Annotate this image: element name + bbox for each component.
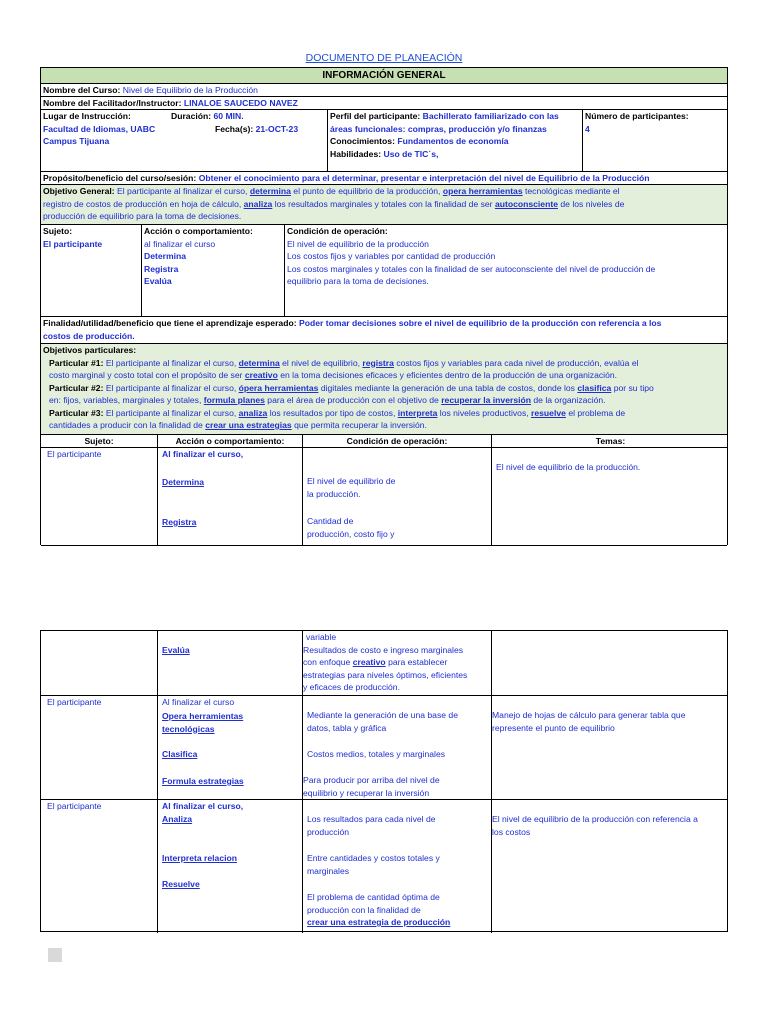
details-row <box>41 110 727 172</box>
continuation-table <box>40 630 728 932</box>
purpose-row: Propósito/beneficio del curso/sesión: Obtener el conocimiento para el determinar, presentar e interpretación del nivel de Equilibrio de la Producción <box>41 172 727 185</box>
document-title: DOCUMENTO DE PLANEACIÓN <box>305 52 463 64</box>
page-marker-square <box>48 948 62 962</box>
profile-cell: Perfil del participante: Bachillerato familiarizado con las áreas funcionales: compras, producción y/o finanzas Conocimientos: Fundamentos de economía Habilidades: Uso de TIC´s, <box>327 110 582 171</box>
finality-row: Finalidad/utilidad/beneficio que tiene el aprendizaje esperado: Poder tomar decisiones sobre el nivel de equilibrio de la producción con referencia a los costos de producción. <box>41 317 727 344</box>
participants-cell: Número de participantes: 4 <box>582 110 729 171</box>
course-row: Nombre del Curso: Nivel de Equilibrio de la Producción <box>41 84 727 97</box>
general-objective-row: Objetivo General: El participante al finalizar el curso, determina el punto de equilibrio de la producción, opera herramientas tecnológicas mediante el registro de costos de producción en hoja de cálculo, analiza los resultados marginales y totales con la finalidad de ser autoconsciente de los niveles de producción de equilibrio para la toma de decisiones. <box>41 185 727 225</box>
facilitator-row: Nombre del Facilitador/Instructor: LINALOE SAUCEDO NAVEZ <box>41 97 727 110</box>
place-cell: Lugar de Instrucción: Facultad de Idiomas, UABC Campus Tijuana <box>43 111 156 146</box>
table-row: El participante Al finalizar el curso, Determina Registra El nivel de equilibrio de la producción. Cantidad de producción, costo fijo y El nivel de equilibrio de la producción. <box>41 448 727 546</box>
table-row: El participante Al finalizar el curso Opera herramientas tecnológicas Clasifica Formula estrategias Mediante la generación de una base de datos, tabla y gráfica Costos medios, totales y marginales Para producir por arriba del nivel de equilibrio y recuperar la inversión Manejo de hojas de cálculo para generar tabla que represente el punto de equilibrio <box>41 696 727 800</box>
duration-date-cell: Duración: 60 MIN. Fecha(s): 21-OCT-23 <box>171 111 299 134</box>
table-row: Evalúa variable Resultados de costo e ingreso marginales con enfoque creativo para establecer estrategias para niveles óptimos, eficientes y eficaces de producción. <box>41 631 727 696</box>
info-header: INFORMACIÓN GENERAL <box>41 68 727 84</box>
general-info-section <box>40 67 728 545</box>
particular-objectives-row: Objetivos particulares: Particular #1: El participante al finalizar el curso, determina el nivel de equilibrio, registra costos fijos y variables para cada nivel de producción, evalúa el costo marginal y costo total con el propósito de ser creativo en la toma decisiones eficaces y eficientes dentro de la producción de una organización. Particular #2: El participante al finalizar el curso, ópera herramientas digitales mediante la generación de una tabla de costos, donde los clasifica por su tipo en: fijos, variables, marginales y totales, formula planes para el área de producción con el objetivo de recuperar la inversión de la organización. Particular #3: El participante al finalizar el curso, analiza los resultados por tipo de costos, interpreta los niveles productivos, resuelve el problema de cantidades a producir con la finalidad de crear una estrategias que permita recuperar la inversión. <box>41 344 727 435</box>
topics-table-header: Sujeto: Acción o comportamiento: Condición de operación: Temas: <box>41 435 727 448</box>
table-row: El participante Al finalizar el curso, Analiza Interpreta relacion Resuelve Los resultados para cada nivel de producción Entre cantidades y costos totales y marginales El problema de cantidad óptima de producción con la finalidad de crear una estrategia de producción El nivel de equilibrio de la producción con referencia a los costos <box>41 800 727 933</box>
scb-row: Sujeto: El participante Acción o comportamiento: al finalizar el curso Determina Registra Evalúa Condición de operación: El nivel de equilibrio de la producción Los costos fijos y variables por cantidad de producción Los costos marginales y totales con la finalidad de ser autoconsciente del nivel de producción de equilibrio para la toma de decisiones. <box>41 225 727 317</box>
